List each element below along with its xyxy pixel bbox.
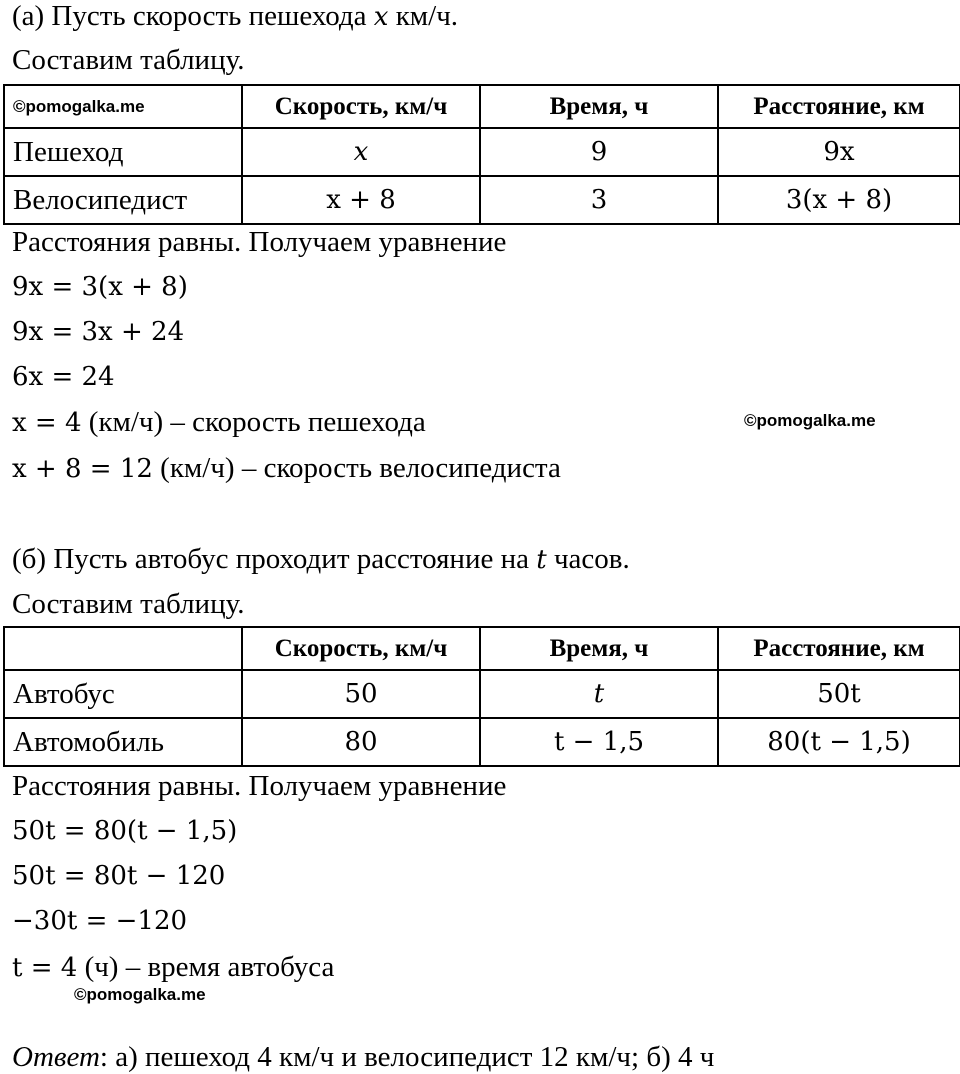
table-row: [4, 718, 960, 766]
result-math: x + 8 = 12: [12, 454, 153, 484]
cell-time: 9: [480, 128, 718, 176]
part-a-step: 6x = 24: [12, 362, 115, 392]
part-b-table-intro: Составим таблицу.: [12, 588, 245, 620]
header-speed: Скорость, км/ч: [242, 627, 480, 670]
part-b-result: [12, 953, 334, 982]
cell-speed: x: [242, 128, 480, 176]
part-b-intro-prefix: (б) Пусть автобус проходит расстояние на: [12, 543, 537, 575]
result-text: (ч) – время автобуса: [77, 951, 335, 983]
cell-time: t − 1,5: [480, 718, 718, 766]
result-math: x = 4: [12, 408, 82, 438]
cell-distance: 50t: [718, 670, 960, 718]
table-row: [4, 176, 960, 224]
header-distance: Расстояние, км: [718, 85, 960, 128]
cell-speed: x + 8: [242, 176, 480, 224]
cell-speed: 80: [242, 718, 480, 766]
result-math: t = 4: [12, 953, 78, 983]
row-label: Автомобиль: [4, 718, 242, 766]
part-a-intro-var: x: [373, 2, 389, 32]
answer-label: Ответ: [12, 1041, 100, 1073]
part-b-step: 50t = 80t − 120: [12, 861, 226, 891]
cell-time: 3: [480, 176, 718, 224]
cell-time: t: [480, 670, 718, 718]
part-a-intro-prefix: (а) Пусть скорость пешехода: [12, 0, 374, 32]
cell-distance: 3(x + 8): [718, 176, 960, 224]
header-distance: Расстояние, км: [718, 627, 960, 670]
cell-distance: 9x: [718, 128, 960, 176]
cell-speed: 50: [242, 670, 480, 718]
watermark: ©pomogalka.me: [74, 985, 206, 1004]
header-time: Время, ч: [480, 85, 718, 128]
part-b-equation-intro: Расстояния равны. Получаем уравнение: [12, 770, 507, 802]
row-label: Автобус: [4, 670, 242, 718]
part-a-intro: [12, 2, 458, 31]
result-text: (км/ч) – скорость пешехода: [81, 406, 426, 438]
part-b-intro-suffix: часов.: [546, 543, 630, 575]
part-a-intro-suffix: км/ч.: [388, 0, 459, 32]
cell-distance: 80(t − 1,5): [718, 718, 960, 766]
table-row: [4, 128, 960, 176]
part-a-result-1: [12, 408, 426, 437]
part-a-step: 9x = 3x + 24: [12, 317, 185, 347]
header-time: Время, ч: [480, 627, 718, 670]
row-label: Велосипедист: [4, 176, 242, 224]
answer-line: [12, 1043, 714, 1072]
table-row: [4, 670, 960, 718]
table-header-row: [4, 85, 960, 128]
part-a-step: 9x = 3(x + 8): [12, 272, 188, 302]
part-b-intro-var: t: [536, 545, 547, 575]
watermark: ©pomogalka.me: [744, 411, 876, 430]
part-b-step: 50t = 80(t − 1,5): [12, 816, 238, 846]
part-a-result-2: [12, 454, 561, 483]
row-label: Пешеход: [4, 128, 242, 176]
part-b-intro: [12, 545, 630, 574]
part-a-table-intro: Составим таблицу.: [12, 44, 245, 76]
part-a-equation-intro: Расстояния равны. Получаем уравнение: [12, 226, 507, 258]
watermark: ©pomogalka.me: [4, 85, 242, 128]
part-b-step: −30t = −120: [12, 906, 188, 936]
result-text: (км/ч) – скорость велосипедиста: [152, 452, 561, 484]
header-speed: Скорость, км/ч: [242, 85, 480, 128]
answer-text: : а) пешеход 4 км/ч и велосипедист 12 км/ч; б) 4 ч: [99, 1041, 715, 1073]
table-header-row: [4, 627, 960, 670]
part-a-table: [3, 84, 960, 225]
part-b-table: [3, 626, 960, 767]
header-empty: [4, 627, 242, 670]
